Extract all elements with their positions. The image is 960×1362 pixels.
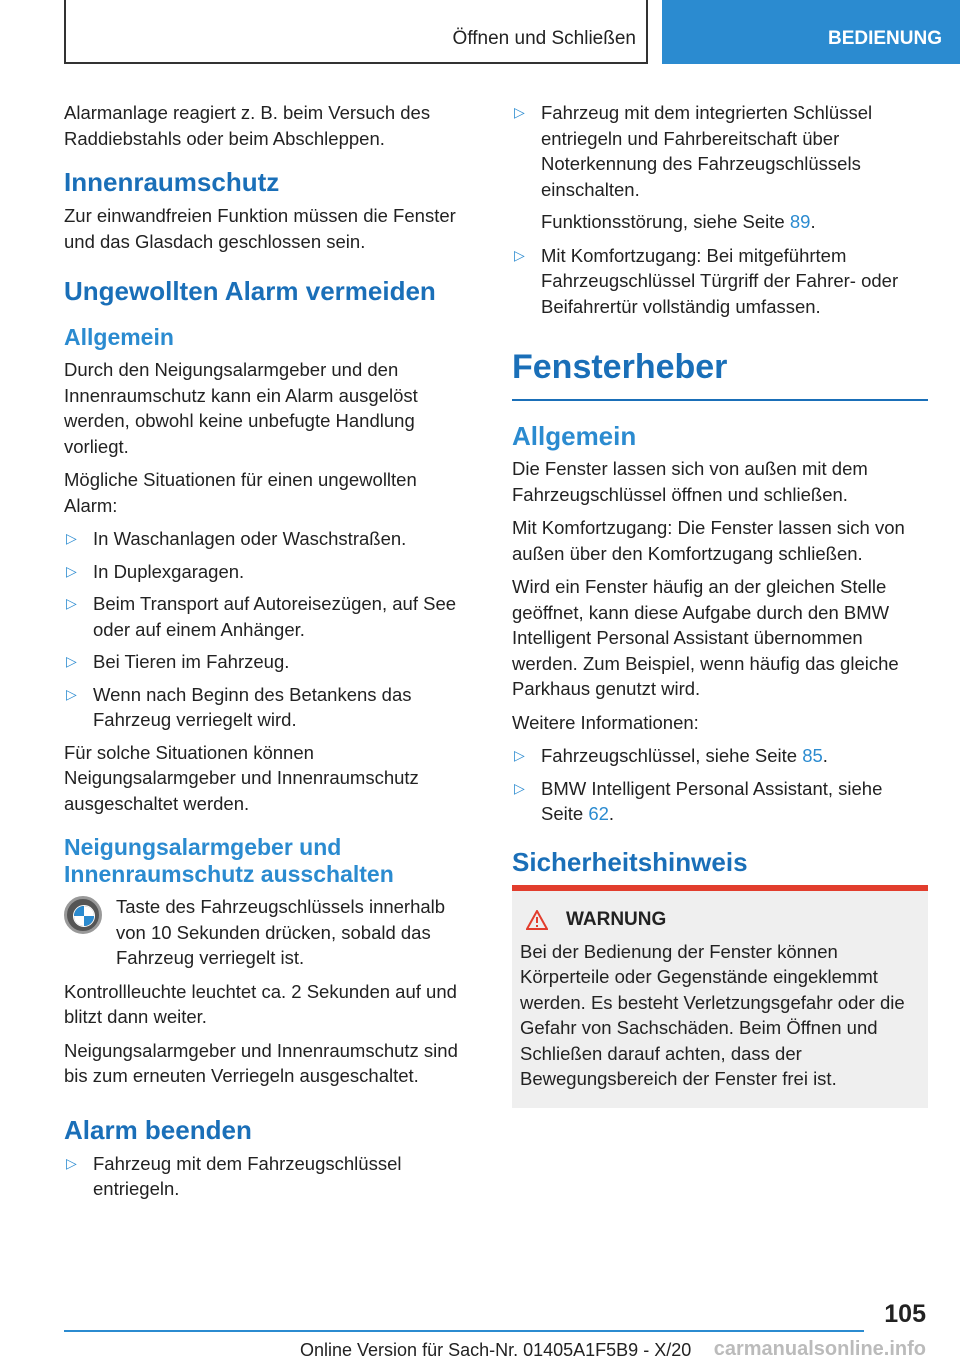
list-item: ▷ Fahrzeug mit dem Fahrzeugschlüssel entriegeln. (66, 1152, 402, 1199)
beenden-list (64, 1151, 474, 1202)
left-column (64, 100, 474, 1209)
paragraph-innenraumschutz: Zur einwandfreien Funktion müssen die Fenster und das Glasdach geschlossen sein. (64, 205, 456, 252)
paragraph-fenster-2: Mit Komfortzugang: Die Fenster lassen sich von außen über den Komfortzugang schließen. (512, 517, 905, 564)
warning-triangle-icon (526, 910, 548, 930)
list-item: ▷ Bei Tieren im Fahrzeug. (64, 649, 474, 675)
triangle-bullet-icon: ▷ (66, 653, 77, 669)
intro-paragraph: Alarmanlage reagiert z. B. beim Versuch des Raddiebstahls oder beim Abschleppen. (64, 102, 431, 149)
paragraph-ausgeschaltet: Neigungsalarmgeber und Innenraumschutz sind bis zum erneuten Verriegeln ausgeschaltet. (64, 1039, 458, 1086)
list-item: ▷ Fahrzeugschlüssel, siehe Seite 85. (512, 743, 928, 769)
page-link-62[interactable]: 62 (588, 803, 609, 824)
heading-fensterheber: Fensterheber (512, 345, 928, 401)
warning-header (520, 909, 920, 931)
triangle-bullet-icon: ▷ (514, 747, 525, 763)
list-item: ▷ In Waschanlagen oder Waschstraßen. (64, 526, 474, 552)
triangle-bullet-icon: ▷ (514, 246, 525, 263)
triangle-bullet-icon: ▷ (66, 1154, 77, 1171)
paragraph-weitere: Weitere Informationen: (512, 711, 699, 733)
heading-sicherheitshinweis: Sicherheitshinweis (512, 846, 748, 877)
triangle-bullet-icon: ▷ (66, 685, 77, 702)
komfort-list (512, 243, 928, 320)
watermark: carmanualsonline.info (713, 1338, 926, 1360)
page-link-89[interactable]: 89 (789, 211, 811, 232)
triangle-bullet-icon: ▷ (514, 779, 525, 796)
reference-list (512, 743, 928, 827)
header-chapter-title: BEDIENUNG (827, 28, 942, 49)
paragraph-fenster-3: Wird ein Fenster häufig an der gleichen Stelle geöffnet, kann diese Aufgabe durch den BMW Intelligent Personal Assistant übernommen werden. Zum Beispiel, wenn häufig das gleiche Parkhaus genutzt wird. (512, 576, 899, 699)
triangle-bullet-icon: ▷ (66, 562, 77, 579)
warning-text: Bei der Bedienung der Fenster können Körperteile oder Gegenstände eingeklemmt werden. Es besteht Verletzungsgefahr oder die Gefahr von Sachschäden. Beim Öffnen und Schließen darauf achten, dass der Bewegungsbereich der Fenster frei ist. (520, 940, 905, 1089)
heading-ausschalten: Neigungsalarmgeber und Innenraumschutz ausschalten (64, 834, 394, 887)
list-item: ▷ Fahrzeug mit dem integrierten Schlüssel entriegeln und Fahrbereitschaft über Noterkennung des Fahrzeugschlüssels einschalten. (514, 102, 873, 200)
paragraph-taste: Taste des Fahrzeugschlüssels innerhalb von 10 Sekunden drücken, sobald das Fahrzeug verriegelt ist. (116, 896, 446, 968)
situation-list (64, 526, 474, 733)
heading-ungewollter-alarm: Ungewollten Alarm vermeiden (64, 276, 436, 306)
beenden-list-continued (512, 100, 928, 202)
right-column (512, 100, 928, 1108)
page-link-85[interactable]: 85 (802, 745, 823, 766)
bmw-key-button-icon (64, 896, 102, 934)
key-instruction (64, 894, 474, 971)
paragraph-solche-situationen: Für solche Situationen können Neigungsalarmgeber und Innenraumschutz ausgeschaltet werden. (64, 741, 419, 814)
header-section-title: Öffnen und Schließen (452, 28, 636, 49)
paragraph-kontrollleuchte: Kontrollleuchte leuchtet ca. 2 Sekunden auf und blitzt dann weiter. (64, 980, 457, 1027)
triangle-bullet-icon: ▷ (66, 595, 77, 611)
list-item: ▷ Beim Transport auf Autoreisezügen, auf See oder auf einem Anhänger. (66, 593, 457, 640)
triangle-bullet-icon: ▷ (66, 530, 77, 546)
paragraph-situationen: Mögliche Situationen für einen ungewollten Alarm: (64, 469, 417, 516)
paragraph-allgemein-left: Durch den Neigungsalarmgeber und den Innenraumschutz kann ein Alarm ausgelöst werden, obwohl keine unbefugte Handlung vorliegt. (64, 359, 418, 457)
funktionsstoerung-reference: Funktionsstörung, siehe Seite 89. (541, 211, 816, 232)
list-item: ▷ Wenn nach Beginn des Betankens das Fahrzeug verriegelt wird. (66, 683, 412, 730)
footer-divider (64, 1330, 864, 1332)
list-item: ▷ BMW Intelligent Personal Assistant, siehe Seite 62. (514, 777, 883, 824)
heading-allgemein-left: Allgemein (64, 324, 174, 350)
warning-box (512, 885, 928, 1108)
triangle-bullet-icon: ▷ (514, 104, 525, 120)
list-item: ▷ In Duplexgaragen. (64, 559, 474, 585)
heading-alarm-beenden: Alarm beenden (64, 1114, 252, 1145)
warning-title: WARNUNG (566, 908, 667, 930)
heading-allgemein-right: Allgemein (512, 421, 637, 451)
footer-version-text: Online Version für Sach-Nr. 01405A1F5B9 - X/20 (300, 1340, 692, 1360)
list-item: ▷ Mit Komfortzugang: Bei mitgeführtem Fahrzeugschlüssel Türgriff der Fahrer- oder Beifahrertür vollständig umfassen. (514, 244, 899, 317)
page-number: 105 (884, 1300, 926, 1328)
paragraph-fenster-1: Die Fenster lassen sich von außen mit dem Fahrzeugschlüssel öffnen und schließen. (512, 458, 868, 505)
heading-innenraumschutz: Innenraumschutz (64, 167, 280, 197)
